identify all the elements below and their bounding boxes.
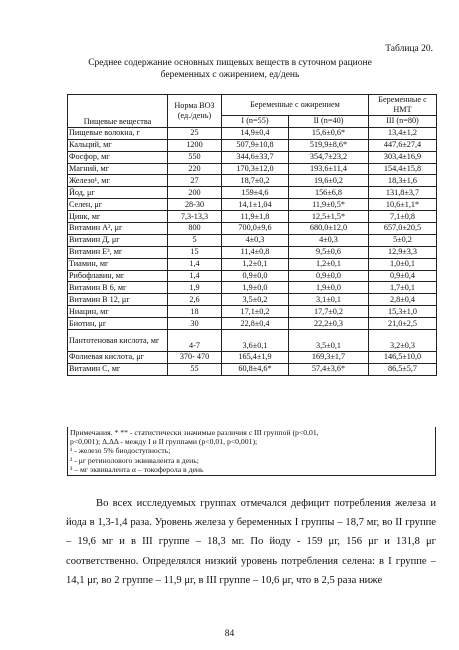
group-2-cell: 57,4±3,6*	[289, 363, 369, 375]
table-row	[68, 294, 437, 306]
header-who-norm: Норма ВОЗ (ед./день)	[168, 95, 222, 128]
norm-cell: 28-30	[168, 199, 222, 211]
group-1-cell: 165,4±1,9	[222, 352, 289, 364]
note-line: p<0,001); Δ,ΔΔ - между I и II группами (p<0,01, p<0,001);	[70, 437, 258, 447]
norm-cell: 7,3-13,3	[168, 211, 222, 223]
table-row	[68, 270, 437, 282]
group-1-cell: 14,1±1,04	[222, 199, 289, 211]
note-line: Примечания. * ** - статистически значимые различия с III группой (p<0,01,	[70, 428, 319, 437]
group-3-cell: 10,6±1,1*	[369, 199, 437, 211]
table-row	[68, 282, 437, 294]
norm-cell: 15	[168, 246, 222, 258]
group-1-cell: 507,9±10,8	[222, 139, 289, 151]
table-row	[68, 199, 437, 211]
note-line: ³ – мг эквивалента α – токоферола в день	[70, 464, 204, 474]
nutrient-table	[67, 94, 437, 376]
norm-cell: 1,4	[168, 270, 222, 282]
header-obese-group: Беременные с ожирением	[222, 95, 369, 116]
group-2-cell: 17,7±0,2	[289, 306, 369, 318]
header-group-1: I (n=55)	[222, 116, 289, 128]
group-3-cell: 303,4±16,9	[369, 151, 437, 163]
nutrient-name-cell: Кальций, мг	[68, 139, 168, 151]
group-1-cell: 1,2±0,1	[222, 258, 289, 270]
header-nutrients: Пищевые вещества	[68, 95, 168, 128]
norm-cell: 1,9	[168, 282, 222, 294]
group-3-cell: 13,4±1,2	[369, 127, 437, 139]
group-1-cell: 3,6±0,1	[222, 330, 289, 352]
group-2-cell: 19,6±0,2	[289, 175, 369, 187]
norm-cell: 220	[168, 163, 222, 175]
nutrient-name-cell: Витамин Д, μг	[68, 234, 168, 246]
group-3-cell: 0,9±0,4	[369, 270, 437, 282]
nutrient-name-cell: Витамин А², μг	[68, 223, 168, 235]
group-1-cell: 4±0,3	[222, 234, 289, 246]
group-1-cell: 18,7±0,2	[222, 175, 289, 187]
nutrient-name-cell: Тиамин, мг	[68, 258, 168, 270]
table-title-line-1: Среднее содержание основных пищевых веществ в суточном рационе	[88, 58, 372, 68]
nutrient-name-cell: Селен, μг	[68, 199, 168, 211]
group-2-cell: 3,1±0,1	[289, 294, 369, 306]
nutrient-name-cell: Биотин, μг	[68, 318, 168, 330]
table-row	[68, 139, 437, 151]
table-row	[68, 234, 437, 246]
note-line: ¹ - железо 5% биодоступность;	[70, 446, 171, 456]
nutrient-name-cell: Витамин С, мг	[68, 363, 168, 375]
table-row	[68, 151, 437, 163]
group-3-cell: 131,8±3,7	[369, 187, 437, 199]
table-row	[68, 175, 437, 187]
norm-cell: 800	[168, 223, 222, 235]
group-3-cell: 15,3±1,0	[369, 306, 437, 318]
group-3-cell: 18,3±1,6	[369, 175, 437, 187]
group-2-cell: 169,3±1,7	[289, 352, 369, 364]
group-2-cell: 193,6±11,4	[289, 163, 369, 175]
group-3-cell: 447,6±27,4	[369, 139, 437, 151]
header-group-3: III (n=80)	[369, 116, 437, 128]
group-2-cell: 12,5±1,5*	[289, 211, 369, 223]
table-row	[68, 363, 437, 375]
table-row	[68, 246, 437, 258]
norm-cell: 1,4	[168, 258, 222, 270]
norm-cell: 55	[168, 363, 222, 375]
nutrient-name-cell: Цинк, мг	[68, 211, 168, 223]
norm-cell: 370- 470	[168, 352, 222, 364]
norm-cell: 27	[168, 175, 222, 187]
group-1-cell: 22,8±0,4	[222, 318, 289, 330]
group-1-cell: 60,8±4,6*	[222, 363, 289, 375]
table-row	[68, 223, 437, 235]
group-3-cell: 1,0±0,1	[369, 258, 437, 270]
group-2-cell: 1,2±0,1	[289, 258, 369, 270]
group-2-cell: 11,9±0,5*	[289, 199, 369, 211]
group-1-cell: 11,9±1,8	[222, 211, 289, 223]
norm-cell: 2,6	[168, 294, 222, 306]
group-1-cell: 11,4±0,8	[222, 246, 289, 258]
group-2-cell: 0,9±0,0	[289, 270, 369, 282]
group-3-cell: 154,4±15,8	[369, 163, 437, 175]
group-1-cell: 14,9±0,4	[222, 127, 289, 139]
group-1-cell: 17,1±0,2	[222, 306, 289, 318]
group-2-cell: 3,5±0,1	[289, 330, 369, 352]
group-1-cell: 700,0±9,6	[222, 223, 289, 235]
nutrient-name-cell: Железо¹, мг	[68, 175, 168, 187]
norm-cell: 18	[168, 306, 222, 318]
group-2-cell: 519,9±8,6*	[289, 139, 369, 151]
group-3-cell: 146,5±10,0	[369, 352, 437, 364]
table-label: Таблица 20.	[385, 44, 433, 54]
nutrient-name-cell: Пантотеновая кислота, мг	[68, 330, 168, 352]
header-group-2: II (n=40)	[289, 116, 369, 128]
table-title-line-2: беременных с ожирением, ед/день	[160, 70, 300, 80]
norm-cell: 30	[168, 318, 222, 330]
nutrient-name-cell: Фолиевая кислота, μг	[68, 352, 168, 364]
nutrient-name-cell: Магний, мг	[68, 163, 168, 175]
table-row	[68, 352, 437, 364]
group-1-cell: 1,9±0,0	[222, 282, 289, 294]
group-1-cell: 170,3±12,0	[222, 163, 289, 175]
norm-cell: 5	[168, 234, 222, 246]
group-2-cell: 1,9±0,0	[289, 282, 369, 294]
nutrient-name-cell: Ниацин, мг	[68, 306, 168, 318]
group-2-cell: 354,7±23,2	[289, 151, 369, 163]
group-3-cell: 1,7±0,1	[369, 282, 437, 294]
note-line: ² - μг ретинолового эквивалента в день;	[70, 455, 199, 465]
paragraph-text: Во всех исследуемых группах отмечался дефицит потребления железа и йода в 1,3-1,4 раза. Уровень железа у беременных I группы – 18,7 мг, во II группе – 19,6 мг и в III группе – 18,3 мг. По йоду - 159 μг, 156 μг и 131,8 μг соответственно. Определялся низкий уровень потребления селена: в I группе – 14,1 μг, во 2 группе – 11,9 μг, в III группе – 10,6 μг, что в 2,5 раза ниже	[66, 498, 436, 586]
page-number: 84	[224, 629, 235, 639]
table-row	[68, 258, 437, 270]
table-row	[68, 318, 437, 330]
body-paragraph	[66, 494, 436, 590]
group-2-cell: 4±0,3	[289, 234, 369, 246]
norm-cell: 200	[168, 187, 222, 199]
nutrient-name-cell: Фосфор, мг	[68, 151, 168, 163]
nutrient-name-cell: Рибофлавин, мг	[68, 270, 168, 282]
group-3-cell: 3,2±0,3	[369, 330, 437, 352]
norm-cell: 25	[168, 127, 222, 139]
nutrient-name-cell: Йод, μг	[68, 187, 168, 199]
table-row	[68, 306, 437, 318]
table-row	[68, 127, 437, 139]
nutrient-name-cell: Пищевые волокна, г	[68, 127, 168, 139]
group-2-cell: 22,2±0,3	[289, 318, 369, 330]
table-row	[68, 211, 437, 223]
group-1-cell: 159±4,6	[222, 187, 289, 199]
group-3-cell: 5±0,2	[369, 234, 437, 246]
group-2-cell: 9,5±0,6	[289, 246, 369, 258]
group-2-cell: 156±6,8	[289, 187, 369, 199]
group-2-cell: 680,0±12,0	[289, 223, 369, 235]
group-3-cell: 2,8±0,4	[369, 294, 437, 306]
nutrient-name-cell: Витамин В 6, мг	[68, 282, 168, 294]
group-3-cell: 7,1±0,8	[369, 211, 437, 223]
group-3-cell: 12,9±3,3	[369, 246, 437, 258]
table-row	[68, 330, 437, 352]
nutrient-name-cell: Витамин Е³, мг	[68, 246, 168, 258]
group-2-cell: 15,6±0,6*	[289, 127, 369, 139]
table-row	[68, 163, 437, 175]
group-3-cell: 657,0±20,5	[369, 223, 437, 235]
norm-cell: 1200	[168, 139, 222, 151]
table-row	[68, 187, 437, 199]
group-3-cell: 21,0±2,5	[369, 318, 437, 330]
nutrient-name-cell: Витамин В 12, μг	[68, 294, 168, 306]
header-normal-weight-group: Беременные с НМТ	[369, 95, 437, 116]
group-1-cell: 3,5±0,2	[222, 294, 289, 306]
table-notes	[67, 427, 436, 476]
table-title	[60, 57, 400, 81]
group-1-cell: 0,9±0,0	[222, 270, 289, 282]
group-3-cell: 86,5±5,7	[369, 363, 437, 375]
norm-cell: 550	[168, 151, 222, 163]
table-body	[68, 127, 437, 375]
norm-cell: 4-7	[168, 330, 222, 352]
group-1-cell: 344,6±33,7	[222, 151, 289, 163]
